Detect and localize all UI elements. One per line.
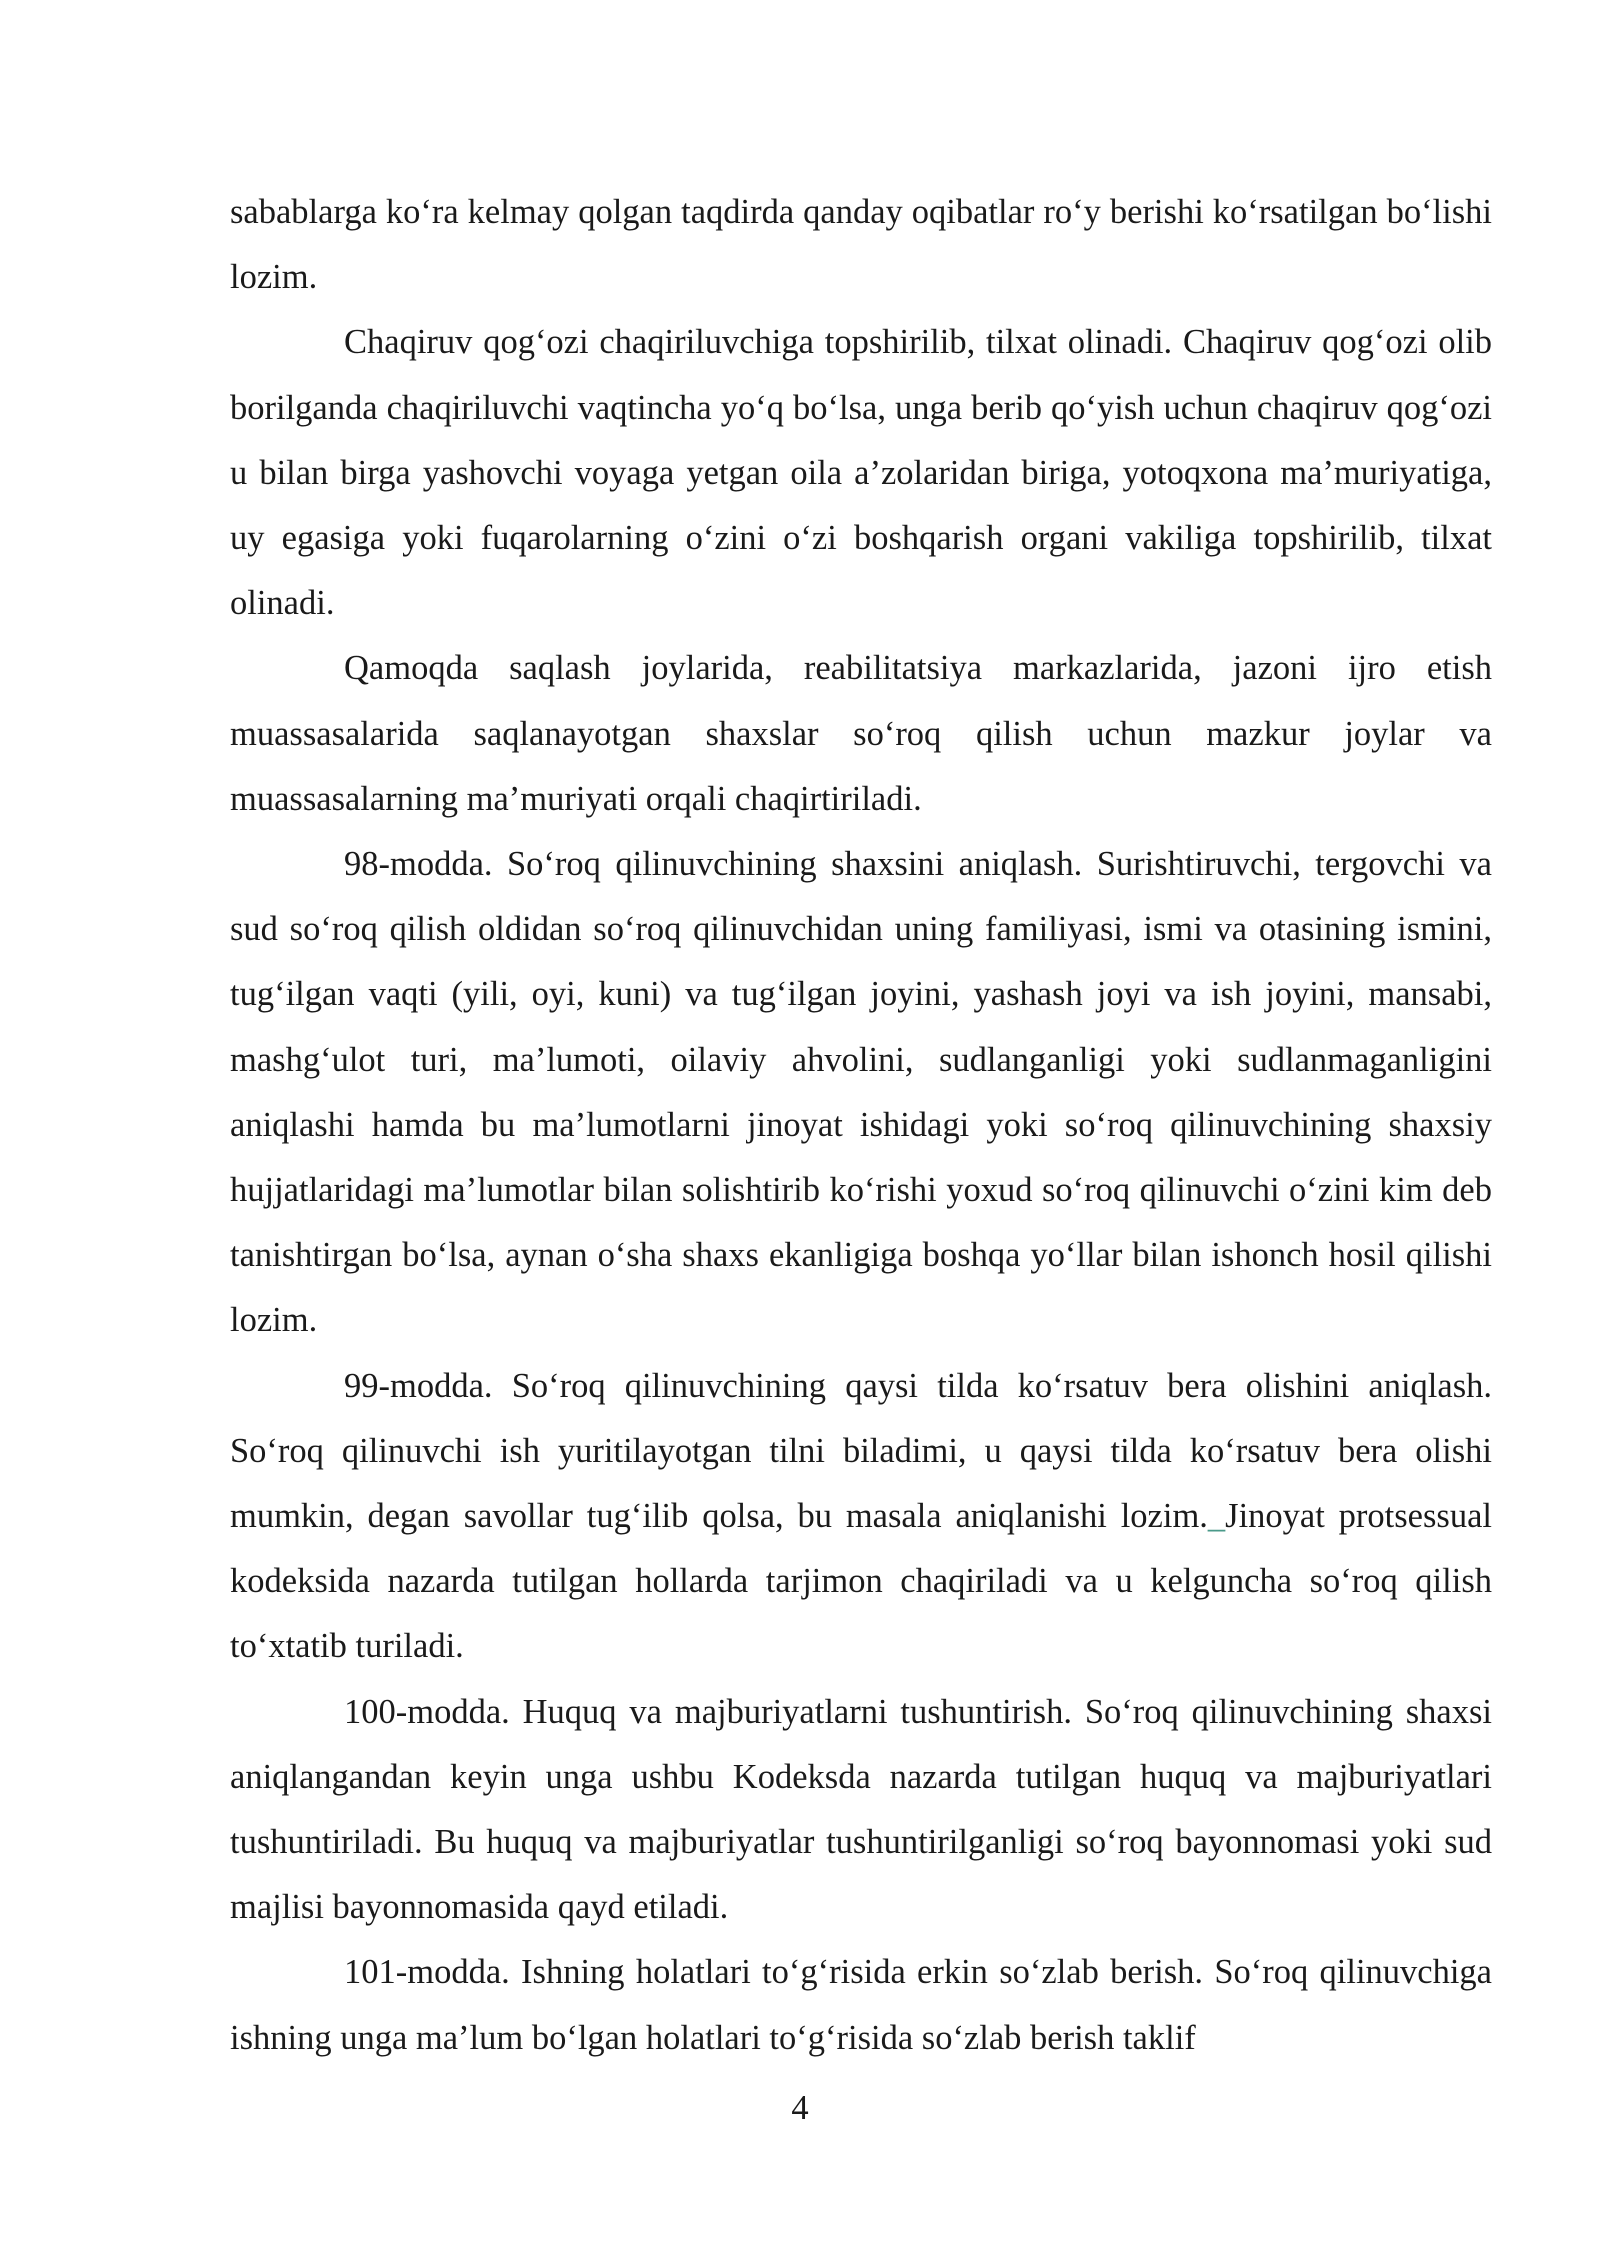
insertion-mark: _ [1207,1497,1226,1536]
paragraph-article-100: 100-modda. Huquq va majburiyatlarni tushuntirish. So‘roq qilinuvchining shaxsi aniqlangandan keyin unga ushbu Kodeksda nazarda tutilgan huquq va majburiyatlari tushuntiriladi. Bu huquq va majburiyatlar tushuntirilganligi so‘roq bayonnomasi yoki sud majlisi bayonnomasida qayd etiladi. [230,1692,1492,1927]
paragraph-1: sabablarga ko‘ra kelmay qolgan taqdirda qanday oqibatlar ro‘y berishi ko‘rsatilgan bo‘lishi lozim. [230,193,1492,297]
paragraph-2: Chaqiruv qog‘ozi chaqiriluvchiga topshirilib, tilxat olinadi. Chaqiruv qog‘ozi olib borilganda chaqiriluvchi vaqtincha yo‘q bo‘lsa, unga berib qo‘yish uchun chaqiruv qog‘ozi u bilan birga yashovchi voyaga yetgan oila a’zolaridan biriga, yotoqxona ma’muriyatiga, uy egasiga yoki fuqarolarning o‘zini o‘zi boshqarish organi vakiliga topshirilib, tilxat olinadi. [230,323,1492,623]
paragraph-article-99-part-1: 99-modda. So‘roq qilinuvchining qaysi tilda ko‘rsatuv bera olishini aniqlash. So‘roq qilinuvchi ish yuritilayotgan tilni biladimi, u qaysi tilda ko‘rsatuv bera olishi mumkin, degan savollar tug‘ilib qolsa, bu masala aniqlanishi lozim. [230,1366,1492,1536]
paragraph-article-99 [230,1354,1492,1680]
paragraph-article-101: 101-modda. Ishning holatlari to‘g‘risida erkin so‘zlab berish. So‘roq qilinuvchiga ishning unga ma’lum bo‘lgan holatlari to‘g‘risida so‘zlab berish taklif [230,1953,1492,2057]
paragraph-article-99-part-2: Jinoyat protsessual kodeksida nazarda tutilgan hollarda tarjimon chaqiriladi va u kelguncha so‘roq qilish to‘xtatib turiladi. [230,1497,1492,1666]
page-number: 4 [791,2089,809,2127]
paragraph-3: Qamoqda saqlash joylarida, reabilitatsiya markazlarida, jazoni ijro etish muassasalarida saqlanayotgan shaxslar so‘roq qilish uchun mazkur joylar va muassasalarning ma’muriyati orqali chaqirtiriladi. [230,649,1492,818]
paragraph-article-98: 98-modda. So‘roq qilinuvchining shaxsini aniqlash. Surishtiruvchi, tergovchi va sud so‘roq qilish oldidan so‘roq qilinuvchidan uning familiyasi, ismi va otasining ismini, tug‘ilgan vaqti (yili, oyi, kuni) va tug‘ilgan joyini, yashash joyi va ish joyini, mansabi, mashg‘ulot turi, ma’lumoti, oilaviy ahvolini, sudlanganligi yoki sudlanmaganligini aniqlashi hamda bu ma’lumotlarni jinoyat ishidagi yoki so‘roq qilinuvchining shaxsiy hujjatlaridagi ma’lumotlar bilan solishtirib ko‘rishi yoxud so‘roq qilinuvchi o‘zini kim deb tanishtirgan bo‘lsa, aynan o‘sha shaxs ekanligiga boshqa yo‘llar bilan ishonch hosil qilishi lozim. [230,845,1492,1340]
document-body [230,180,1492,2071]
